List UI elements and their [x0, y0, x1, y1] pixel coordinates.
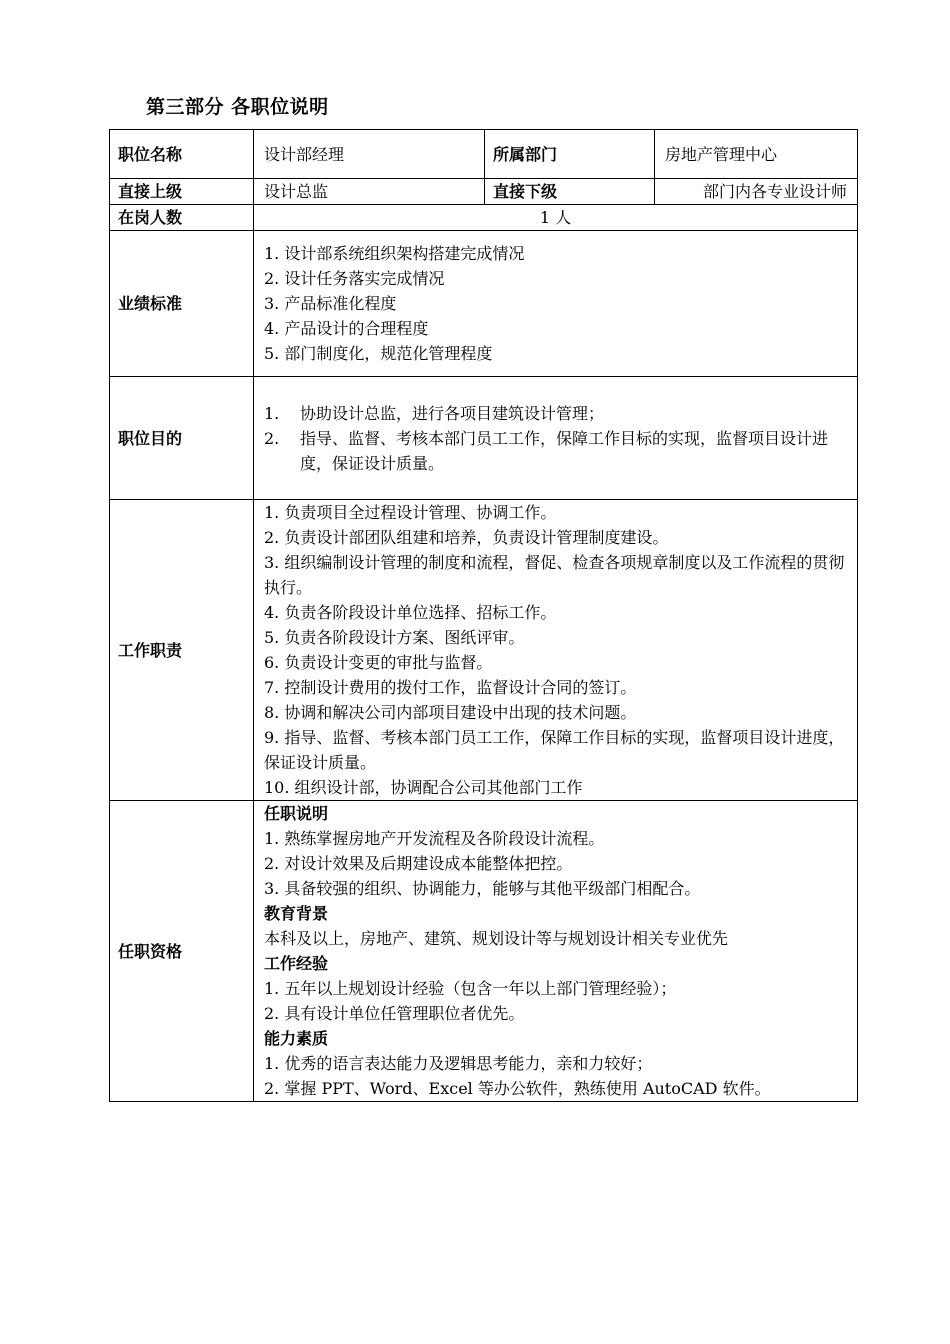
experience-heading: 工作经验 — [264, 954, 329, 973]
superior-value: 设计总监 — [254, 179, 485, 205]
list-item: 9. 指导、监督、考核本部门员工工作，保障工作目标的实现，监督项目设计进度，保证设计质量。 — [264, 728, 845, 772]
subordinate-label: 直接下级 — [485, 179, 655, 205]
headcount-value: 1 人 — [254, 205, 858, 231]
purpose-list — [254, 377, 858, 500]
list-item: 5. 负责各阶段设计方案、图纸评审。 — [264, 628, 525, 647]
job-description-table — [109, 129, 858, 1102]
list-item: 4. 负责各阶段设计单位选择、招标工作。 — [264, 603, 557, 622]
list-item: 2. 对设计效果及后期建设成本能整体把控。 — [264, 854, 573, 873]
table-row — [110, 377, 858, 500]
list-item: 5. 部门制度化，规范化管理程度 — [264, 344, 493, 363]
section-title: 第三部分 各职位说明 — [146, 96, 329, 118]
education-heading: 教育背景 — [264, 904, 329, 923]
position-name-label: 职位名称 — [110, 130, 254, 179]
table-row — [110, 231, 858, 377]
list-text: 指导、监督、考核本部门员工工作，保障工作目标的实现，监督项目设计进度，保证设计质量。 — [300, 428, 829, 473]
list-number: 1. — [264, 403, 280, 423]
table-row — [110, 179, 858, 205]
department-value: 房地产管理中心 — [655, 130, 858, 179]
list-item: 3. 组织编制设计管理的制度和流程，督促、检查各项规章制度以及工作流程的贯彻执行。 — [264, 553, 845, 597]
list-item: 3. 具备较强的组织、协调能力，能够与其他平级部门相配合。 — [264, 879, 701, 898]
list-item: 3. 产品标准化程度 — [264, 294, 397, 313]
list-item: 2. 设计任务落实完成情况 — [264, 269, 445, 288]
headcount-label: 在岗人数 — [110, 205, 254, 231]
duties-label: 工作职责 — [110, 500, 254, 801]
subordinate-value: 部门内各专业设计师 — [655, 179, 858, 205]
duties-list — [254, 500, 858, 801]
purpose-label: 职位目的 — [110, 377, 254, 500]
table-row — [110, 130, 858, 179]
qualification-label: 任职资格 — [110, 801, 254, 1102]
list-item: 4. 产品设计的合理程度 — [264, 319, 429, 338]
list-item: 7. 控制设计费用的拨付工作，监督设计合同的签订。 — [264, 678, 637, 697]
performance-label: 业绩标准 — [110, 231, 254, 377]
table-row — [110, 205, 858, 231]
department-label: 所属部门 — [485, 130, 655, 179]
list-item: 2. 掌握 PPT、Word、Excel 等办公软件，熟练使用 AutoCAD 软件。 — [264, 1079, 771, 1098]
qualification-content — [254, 801, 858, 1102]
education-text: 本科及以上，房地产、建筑、规划设计等与规划设计相关专业优先 — [264, 929, 729, 948]
superior-label: 直接上级 — [110, 179, 254, 205]
list-item: 1. 设计部系统组织架构搭建完成情况 — [264, 244, 525, 263]
list-item: 1. 熟练掌握房地产开发流程及各阶段设计流程。 — [264, 829, 605, 848]
list-item: 2. 具有设计单位任管理职位者优先。 — [264, 1004, 525, 1023]
table-row — [110, 500, 858, 801]
list-item: 6. 负责设计变更的审批与监督。 — [264, 653, 493, 672]
list-item: 1. 五年以上规划设计经验（包含一年以上部门管理经验）； — [264, 979, 677, 998]
table-row — [110, 801, 858, 1102]
list-item: 1. 优秀的语言表达能力及逻辑思考能力，亲和力较好； — [264, 1054, 653, 1073]
list-number: 2. — [264, 428, 280, 448]
qualification-desc-heading: 任职说明 — [264, 804, 329, 823]
list-text: 协助设计总监，进行各项目建筑设计管理； — [300, 403, 605, 423]
list-item: 1. 负责项目全过程设计管理、协调工作。 — [264, 503, 557, 522]
list-item: 10. 组织设计部，协调配合公司其他部门工作 — [264, 778, 583, 797]
list-item — [264, 401, 847, 426]
list-item — [264, 426, 847, 476]
list-item: 2. 负责设计部团队组建和培养，负责设计管理制度建设。 — [264, 528, 669, 547]
ability-heading: 能力素质 — [264, 1029, 329, 1048]
list-item: 8. 协调和解决公司内部项目建设中出现的技术问题。 — [264, 703, 637, 722]
performance-list — [254, 231, 858, 377]
position-name-value: 设计部经理 — [254, 130, 485, 179]
